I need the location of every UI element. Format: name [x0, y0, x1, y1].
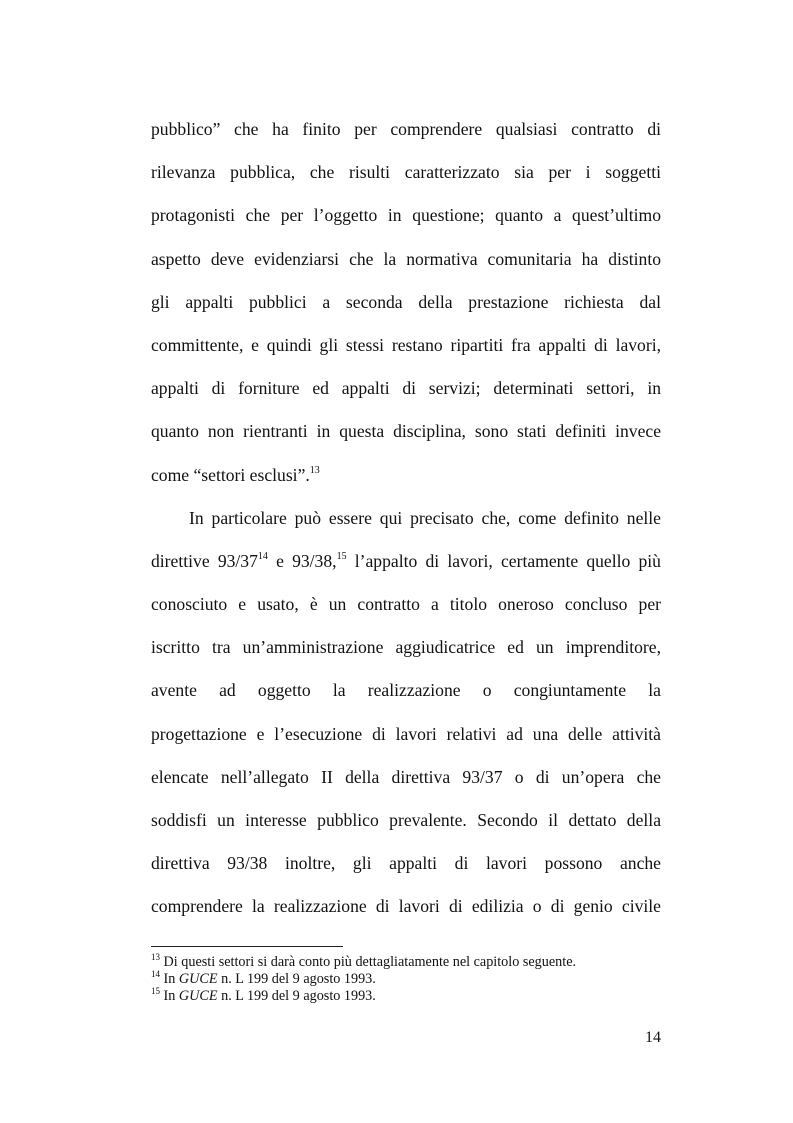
footnote: [151, 954, 661, 971]
text-line: quanto non rientranti in questa disciplina, sono stati definiti invece: [151, 421, 661, 442]
text-line: progettazione e l’esecuzione di lavori relativi ad una delle attività: [151, 723, 661, 744]
text-line: [151, 454, 661, 497]
text-line: conosciuto e usato, è un contratto a titolo oneroso concluso per: [151, 594, 661, 615]
page-number: 14: [645, 1029, 661, 1046]
text-line-paragraph-start: In particolare può essere qui precisato che, come definito nelle: [189, 507, 661, 528]
text-line: protagonisti che per l’oggetto in questione; quanto a quest’ultimo: [151, 205, 661, 226]
text-line: gli appalti pubblici a seconda della prestazione richiesta dal: [151, 291, 661, 312]
body-text: [151, 108, 661, 929]
text-fragment: direttive 93/37: [151, 550, 258, 571]
text-line: appalti di forniture ed appalti di servizi; determinati settori, in: [151, 378, 661, 399]
text-line: pubblico” che ha finito per comprendere qualsiasi contratto di: [151, 119, 661, 139]
text-line: elencate nell’allegato II della direttiva 93/37 o di un’opera che: [151, 766, 661, 787]
text-line: soddisfi un interesse pubblico prevalente. Secondo il dettato della: [151, 810, 661, 830]
footnote-italic: GUCE: [178, 971, 218, 987]
footnote-ref[interactable]: 13: [309, 464, 320, 476]
footnote-divider: [151, 946, 343, 947]
text-line: [151, 540, 661, 583]
footnote-number: 14: [151, 969, 160, 979]
text-fragment: come “settori esclusi”.: [151, 464, 310, 485]
text-line: avente ad oggetto la realizzazione o congiuntamente la: [151, 680, 661, 701]
footnote-text: n. L 199 del 9 agosto 1993.: [217, 971, 376, 987]
footnote-ref[interactable]: 14: [257, 550, 268, 562]
text-line: direttiva 93/38 inoltre, gli appalti di lavori possono anche: [151, 853, 661, 874]
text-line: aspetto deve evidenziarsi che la normativa comunitaria ha distinto: [151, 248, 661, 269]
footnote-ref[interactable]: 15: [336, 550, 347, 562]
text-line: comprendere la realizzazione di lavori di edilizia o di genio civile: [151, 896, 661, 917]
text-line: committente, e quindi gli stessi restano ripartiti fra appalti di lavori,: [151, 334, 661, 355]
footnote-italic: GUCE: [178, 988, 218, 1004]
footnote-text: Di questi settori si darà conto più dettagliatamente nel capitolo seguente.: [160, 954, 577, 970]
text-fragment: l’appalto di lavori, certamente quello più: [346, 550, 661, 571]
footnote-number: 13: [151, 952, 160, 962]
footnote-number: 15: [151, 986, 160, 996]
footnote-prefix: In: [160, 988, 179, 1004]
footnote-prefix: In: [160, 971, 179, 987]
text-fragment: e 93/38,: [267, 550, 337, 571]
text-line: iscritto tra un’amministrazione aggiudicatrice ed un imprenditore,: [151, 637, 661, 658]
footnotes: [151, 954, 661, 1005]
footnote: [151, 988, 661, 1005]
document-page: [151, 0, 661, 1123]
footnote: [151, 971, 661, 988]
footnote-text: n. L 199 del 9 agosto 1993.: [217, 988, 376, 1004]
text-line: rilevanza pubblica, che risulti caratterizzato sia per i soggetti: [151, 162, 661, 183]
